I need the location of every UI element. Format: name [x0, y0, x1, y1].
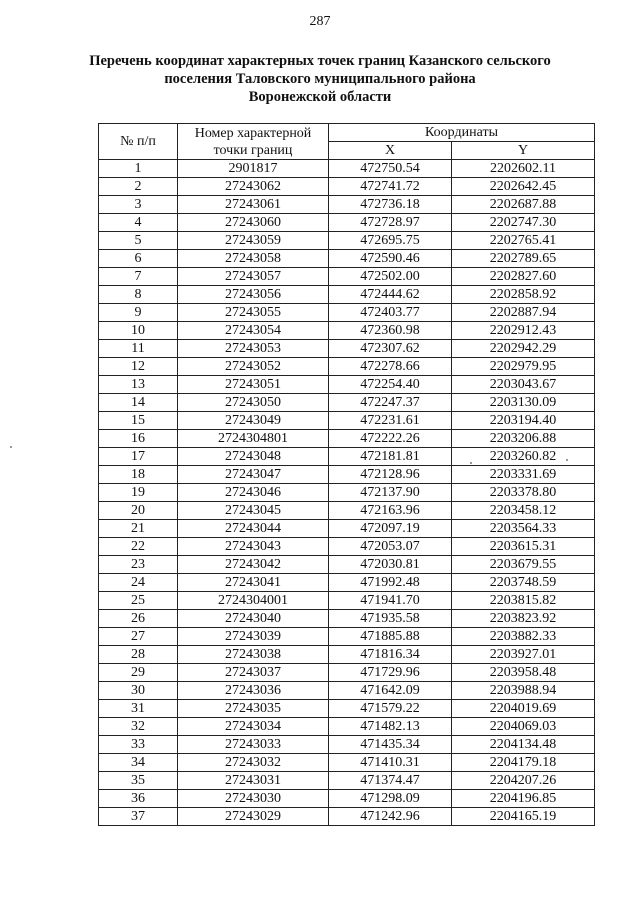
cell-x: 471729.96	[329, 664, 452, 682]
cell-y: 2203988.94	[452, 682, 595, 700]
table-row	[99, 178, 595, 196]
cell-y: 2203927.01	[452, 646, 595, 664]
cell-index: 11	[99, 340, 178, 358]
table-row	[99, 772, 595, 790]
cell-index: 4	[99, 214, 178, 232]
cell-index: 27	[99, 628, 178, 646]
cell-x: 471374.47	[329, 772, 452, 790]
cell-x: 472097.19	[329, 520, 452, 538]
cell-x: 471482.13	[329, 718, 452, 736]
cell-x: 472590.46	[329, 250, 452, 268]
cell-index: 31	[99, 700, 178, 718]
cell-point-number: 27243032	[178, 754, 329, 772]
cell-y: 2202887.94	[452, 304, 595, 322]
cell-x: 472307.62	[329, 340, 452, 358]
cell-y: 2203458.12	[452, 502, 595, 520]
table-row	[99, 394, 595, 412]
cell-index: 37	[99, 808, 178, 826]
cell-y: 2202979.95	[452, 358, 595, 376]
cell-y: 2203378.80	[452, 484, 595, 502]
cell-point-number: 27243049	[178, 412, 329, 430]
cell-point-number: 27243041	[178, 574, 329, 592]
scan-speck	[470, 462, 472, 464]
cell-index: 22	[99, 538, 178, 556]
cell-point-number: 27243047	[178, 466, 329, 484]
cell-y: 2203564.33	[452, 520, 595, 538]
cell-x: 472231.61	[329, 412, 452, 430]
title-line-1: Перечень координат характерных точек границ Казанского сельского	[89, 53, 551, 69]
cell-y: 2204207.26	[452, 772, 595, 790]
header-index: № п/п	[99, 124, 178, 160]
cell-y: 2202687.88	[452, 196, 595, 214]
cell-index: 8	[99, 286, 178, 304]
cell-y: 2202942.29	[452, 340, 595, 358]
cell-y: 2204069.03	[452, 718, 595, 736]
cell-index: 30	[99, 682, 178, 700]
cell-y: 2203206.88	[452, 430, 595, 448]
table-row	[99, 286, 595, 304]
cell-x: 472695.75	[329, 232, 452, 250]
cell-point-number: 27243056	[178, 286, 329, 304]
cell-x: 472502.00	[329, 268, 452, 286]
cell-point-number: 27243062	[178, 178, 329, 196]
table-row	[99, 412, 595, 430]
cell-x: 472163.96	[329, 502, 452, 520]
cell-y: 2202602.11	[452, 160, 595, 178]
cell-y: 2202827.60	[452, 268, 595, 286]
table-row	[99, 358, 595, 376]
cell-index: 17	[99, 448, 178, 466]
cell-point-number: 27243039	[178, 628, 329, 646]
table-row	[99, 160, 595, 178]
cell-index: 10	[99, 322, 178, 340]
header-point-line-2: точки границ	[213, 142, 293, 158]
cell-x: 472247.37	[329, 394, 452, 412]
cell-x: 471642.09	[329, 682, 452, 700]
cell-point-number: 27243044	[178, 520, 329, 538]
table-row	[99, 322, 595, 340]
cell-index: 19	[99, 484, 178, 502]
cell-point-number: 27243045	[178, 502, 329, 520]
cell-x: 472128.96	[329, 466, 452, 484]
table-row	[99, 682, 595, 700]
cell-index: 32	[99, 718, 178, 736]
cell-y: 2203815.82	[452, 592, 595, 610]
cell-point-number: 27243052	[178, 358, 329, 376]
cell-point-number: 27243038	[178, 646, 329, 664]
cell-index: 29	[99, 664, 178, 682]
cell-x: 471579.22	[329, 700, 452, 718]
table-row	[99, 250, 595, 268]
cell-x: 472360.98	[329, 322, 452, 340]
cell-y: 2202789.65	[452, 250, 595, 268]
scan-speck	[566, 459, 568, 461]
cell-point-number: 27243051	[178, 376, 329, 394]
cell-point-number: 2901817	[178, 160, 329, 178]
cell-y: 2203679.55	[452, 556, 595, 574]
cell-x: 472222.26	[329, 430, 452, 448]
cell-point-number: 27243033	[178, 736, 329, 754]
cell-index: 2	[99, 178, 178, 196]
cell-x: 471992.48	[329, 574, 452, 592]
cell-point-number: 2724304801	[178, 430, 329, 448]
cell-x: 472444.62	[329, 286, 452, 304]
table-row	[99, 430, 595, 448]
cell-y: 2203882.33	[452, 628, 595, 646]
cell-index: 9	[99, 304, 178, 322]
table-row	[99, 466, 595, 484]
cell-index: 24	[99, 574, 178, 592]
cell-y: 2202747.30	[452, 214, 595, 232]
cell-x: 472750.54	[329, 160, 452, 178]
cell-index: 26	[99, 610, 178, 628]
cell-x: 472181.81	[329, 448, 452, 466]
cell-point-number: 27243055	[178, 304, 329, 322]
title-line-2: поселения Таловского муниципального района	[164, 71, 476, 87]
cell-index: 21	[99, 520, 178, 538]
table-row	[99, 340, 595, 358]
table-row	[99, 196, 595, 214]
table-row	[99, 790, 595, 808]
cell-y: 2202912.43	[452, 322, 595, 340]
table-row	[99, 538, 595, 556]
header-row-1	[99, 124, 595, 142]
header-coordinates: Координаты	[329, 124, 595, 142]
scan-speck	[10, 446, 12, 448]
cell-point-number: 27243029	[178, 808, 329, 826]
cell-index: 14	[99, 394, 178, 412]
cell-y: 2203958.48	[452, 664, 595, 682]
header-point-number	[178, 124, 329, 160]
cell-y: 2203331.69	[452, 466, 595, 484]
cell-index: 20	[99, 502, 178, 520]
table-row	[99, 664, 595, 682]
cell-point-number: 27243053	[178, 340, 329, 358]
cell-point-number: 27243057	[178, 268, 329, 286]
cell-y: 2204196.85	[452, 790, 595, 808]
cell-index: 3	[99, 196, 178, 214]
cell-y: 2204134.48	[452, 736, 595, 754]
table-row	[99, 808, 595, 826]
cell-index: 34	[99, 754, 178, 772]
cell-y: 2203194.40	[452, 412, 595, 430]
table-row	[99, 232, 595, 250]
cell-x: 471298.09	[329, 790, 452, 808]
table-header	[99, 124, 595, 160]
cell-x: 472278.66	[329, 358, 452, 376]
table-row	[99, 646, 595, 664]
cell-x: 472137.90	[329, 484, 452, 502]
cell-x: 472736.18	[329, 196, 452, 214]
cell-x: 472403.77	[329, 304, 452, 322]
cell-index: 33	[99, 736, 178, 754]
cell-point-number: 27243048	[178, 448, 329, 466]
table-body	[99, 160, 595, 826]
table-row	[99, 520, 595, 538]
cell-y: 2203823.92	[452, 610, 595, 628]
cell-index: 23	[99, 556, 178, 574]
cell-x: 471816.34	[329, 646, 452, 664]
table-row	[99, 304, 595, 322]
table-row	[99, 214, 595, 232]
cell-point-number: 27243046	[178, 484, 329, 502]
cell-y: 2203043.67	[452, 376, 595, 394]
cell-x: 471410.31	[329, 754, 452, 772]
header-x: X	[329, 142, 452, 160]
cell-point-number: 2724304001	[178, 592, 329, 610]
cell-point-number: 27243061	[178, 196, 329, 214]
cell-index: 28	[99, 646, 178, 664]
cell-point-number: 27243034	[178, 718, 329, 736]
cell-point-number: 27243030	[178, 790, 329, 808]
table-row	[99, 268, 595, 286]
cell-y: 2202642.45	[452, 178, 595, 196]
cell-point-number: 27243037	[178, 664, 329, 682]
table-row	[99, 610, 595, 628]
page-number: 287	[309, 14, 331, 29]
cell-point-number: 27243031	[178, 772, 329, 790]
coordinates-table	[98, 123, 595, 826]
table-row	[99, 484, 595, 502]
table-row	[99, 754, 595, 772]
cell-index: 12	[99, 358, 178, 376]
table-row	[99, 736, 595, 754]
cell-index: 6	[99, 250, 178, 268]
cell-point-number: 27243036	[178, 682, 329, 700]
cell-point-number: 27243043	[178, 538, 329, 556]
cell-x: 472741.72	[329, 178, 452, 196]
cell-y: 2204019.69	[452, 700, 595, 718]
cell-y: 2203130.09	[452, 394, 595, 412]
cell-x: 471935.58	[329, 610, 452, 628]
cell-point-number: 27243060	[178, 214, 329, 232]
cell-y: 2202858.92	[452, 286, 595, 304]
table-row	[99, 502, 595, 520]
cell-x: 471941.70	[329, 592, 452, 610]
header-y: Y	[452, 142, 595, 160]
table-row	[99, 628, 595, 646]
cell-x: 471242.96	[329, 808, 452, 826]
cell-point-number: 27243040	[178, 610, 329, 628]
cell-index: 5	[99, 232, 178, 250]
cell-index: 16	[99, 430, 178, 448]
cell-point-number: 27243050	[178, 394, 329, 412]
cell-point-number: 27243058	[178, 250, 329, 268]
cell-y: 2202765.41	[452, 232, 595, 250]
cell-y: 2203615.31	[452, 538, 595, 556]
cell-x: 472728.97	[329, 214, 452, 232]
cell-index: 25	[99, 592, 178, 610]
table-row	[99, 376, 595, 394]
cell-x: 471435.34	[329, 736, 452, 754]
table-row	[99, 556, 595, 574]
cell-index: 1	[99, 160, 178, 178]
cell-x: 471885.88	[329, 628, 452, 646]
cell-index: 15	[99, 412, 178, 430]
cell-y: 2203260.82	[452, 448, 595, 466]
cell-index: 35	[99, 772, 178, 790]
table-row	[99, 718, 595, 736]
cell-index: 13	[99, 376, 178, 394]
table-row	[99, 700, 595, 718]
table-row	[99, 592, 595, 610]
cell-point-number: 27243059	[178, 232, 329, 250]
header-point-line-1: Номер характерной	[194, 125, 312, 141]
cell-index: 36	[99, 790, 178, 808]
cell-point-number: 27243035	[178, 700, 329, 718]
table-row	[99, 448, 595, 466]
cell-y: 2203748.59	[452, 574, 595, 592]
cell-y: 2204179.18	[452, 754, 595, 772]
title-line-3: Воронежской области	[248, 89, 392, 105]
cell-x: 472030.81	[329, 556, 452, 574]
cell-x: 472254.40	[329, 376, 452, 394]
cell-point-number: 27243042	[178, 556, 329, 574]
cell-index: 18	[99, 466, 178, 484]
table-row	[99, 574, 595, 592]
cell-y: 2204165.19	[452, 808, 595, 826]
cell-index: 7	[99, 268, 178, 286]
document-title	[80, 52, 560, 106]
cell-x: 472053.07	[329, 538, 452, 556]
cell-point-number: 27243054	[178, 322, 329, 340]
